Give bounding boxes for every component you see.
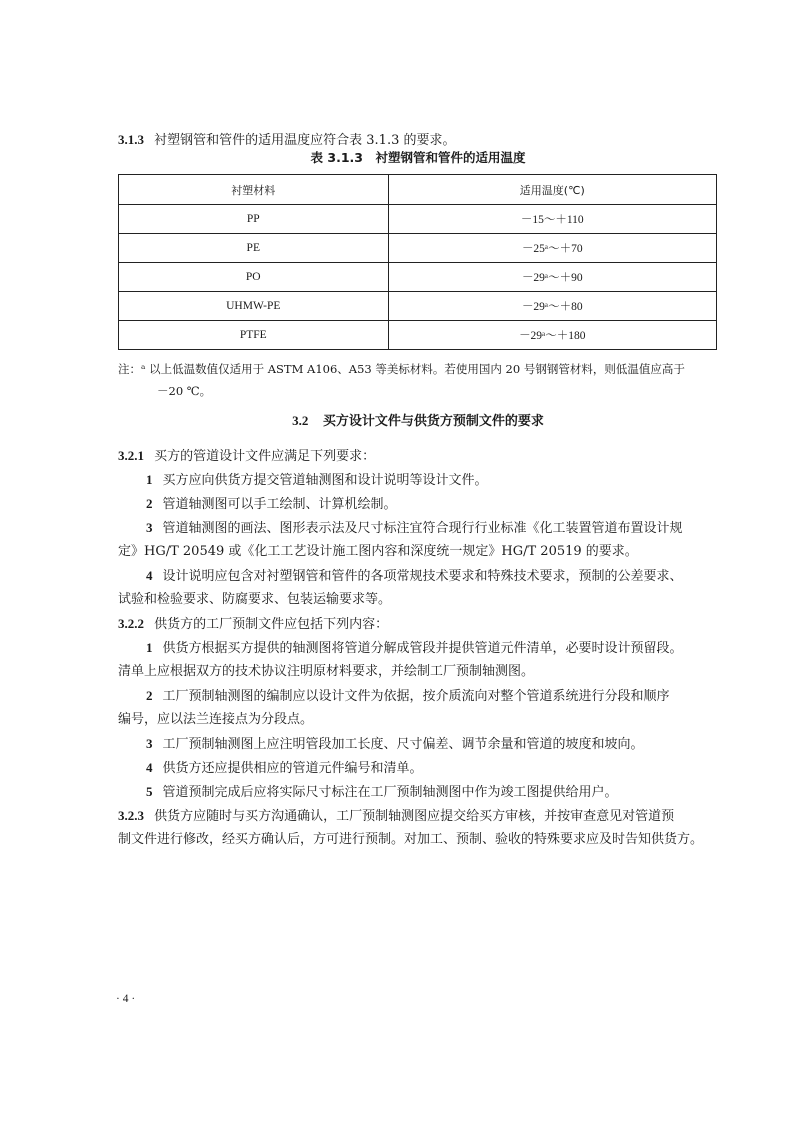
list-item [146,756,718,781]
temperature-cell: －15～＋110 [388,205,716,234]
table-row [119,205,717,234]
temperature-cell: －25ᵃ～＋70 [388,234,716,263]
clause-continuation: 制文件进行修改，经买方确认后，方可进行预制。对加工、预制、验收的特殊要求应及时告知供货方。 [118,832,704,847]
table-row [119,234,717,263]
clause-3-2-3 [118,804,718,829]
table-header-row [119,175,717,205]
page-number: · 4 · [116,993,136,1005]
list-item [146,468,718,493]
item-number: 4 [146,760,153,775]
clause-number: 3.2.3 [118,808,144,823]
item-number: 1 [146,472,153,487]
list-item [146,684,718,709]
item-text: 工厂预制轴测图的编制应以设计文件为依据，按介质流向对整个管道系统进行分段和顺序 [162,689,670,704]
list-item [146,492,718,517]
material-cell: PTFE [119,321,389,350]
clause-text: 衬塑钢管和管件的适用温度应符合表 3.1.3 的要求。 [154,133,456,148]
section-heading [118,410,718,429]
item-continuation: 定》HG/T 20549 或《化工工艺设计施工图内容和深度统一规定》HG/T 20519 的要求。 [118,544,638,559]
clause-number: 3.1.3 [118,132,144,147]
temperature-table [118,174,717,350]
list-item [146,516,718,541]
clause-text: 买方的管道设计文件应满足下列要求： [154,449,376,464]
item-text: 买方应向供货方提交管道轴测图和设计说明等设计文件。 [162,473,488,488]
section-title: 买方设计文件与供货方预制文件的要求 [322,414,544,429]
clause-3-2-1 [118,444,718,469]
item-number: 5 [146,784,153,799]
table-row [119,321,717,350]
section-number: 3.2 [292,413,309,428]
note-line: 注：ᵃ 以上低温数值仅适用于 ASTM A106、A53 等美标材料。若使用国内 20 号钢钢管材料，则低温值应高于 [118,362,685,376]
item-number: 2 [146,496,153,511]
item-text: 管道预制完成后应将实际尺寸标注在工厂预制轴测图中作为竣工图提供给用户。 [162,785,618,800]
temperature-cell: －29ᵃ～＋80 [388,292,716,321]
material-cell: PP [119,205,389,234]
item-text: 供货方根据买方提供的轴测图将管道分解成管段并提供管道元件清单，必要时设计预留段。 [162,641,683,656]
item-text: 工厂预制轴测图上应注明管段加工长度、尺寸偏差、调节余量和管道的坡度和坡向。 [162,737,644,752]
note-line: －20 ℃。 [157,384,212,398]
table-caption: 表 3.1.3 衬塑钢管和管件的适用温度 [310,150,526,165]
item-continuation: 清单上应根据双方的技术协议注明原材料要求，并绘制工厂预制轴测图。 [118,664,535,679]
list-item [146,780,718,805]
item-number: 3 [146,520,153,535]
item-number: 2 [146,688,153,703]
item-continuation: 试验和检验要求、防腐要求、包装运输要求等。 [118,592,392,607]
item-text: 管道轴测图的画法、图形表示法及尺寸标注宜符合现行行业标准《化工装置管道布置设计规 [162,521,683,536]
clause-number: 3.2.2 [118,616,144,631]
material-cell: PE [119,234,389,263]
list-item [146,564,718,589]
list-item [146,636,718,661]
clause-3-2-2 [118,612,718,637]
item-text: 供货方还应提供相应的管道元件编号和清单。 [162,761,423,776]
table-row [119,292,717,321]
clause-number: 3.2.1 [118,448,144,463]
material-cell: UHMW-PE [119,292,389,321]
header-temperature: 适用温度(℃) [388,175,716,205]
material-cell: PO [119,263,389,292]
header-material: 衬塑材料 [119,175,389,205]
item-text: 设计说明应包含对衬塑钢管和管件的各项常规技术要求和特殊技术要求，预制的公差要求、 [162,569,683,584]
clause-text: 供货方应随时与买方沟通确认，工厂预制轴测图应提交给买方审核，并按审查意见对管道预 [154,809,675,824]
table-row [119,263,717,292]
temperature-cell: －29ᵃ～＋90 [388,263,716,292]
item-number: 4 [146,568,153,583]
temperature-cell: －29ᵃ～＋180 [388,321,716,350]
item-text: 管道轴测图可以手工绘制、计算机绘制。 [162,497,397,512]
item-number: 1 [146,640,153,655]
list-item [146,732,718,757]
item-number: 3 [146,736,153,751]
clause-text: 供货方的工厂预制文件应包括下列内容： [154,617,389,632]
table-note [118,358,718,402]
item-continuation: 编号，应以法兰连接点为分段点。 [118,712,314,727]
